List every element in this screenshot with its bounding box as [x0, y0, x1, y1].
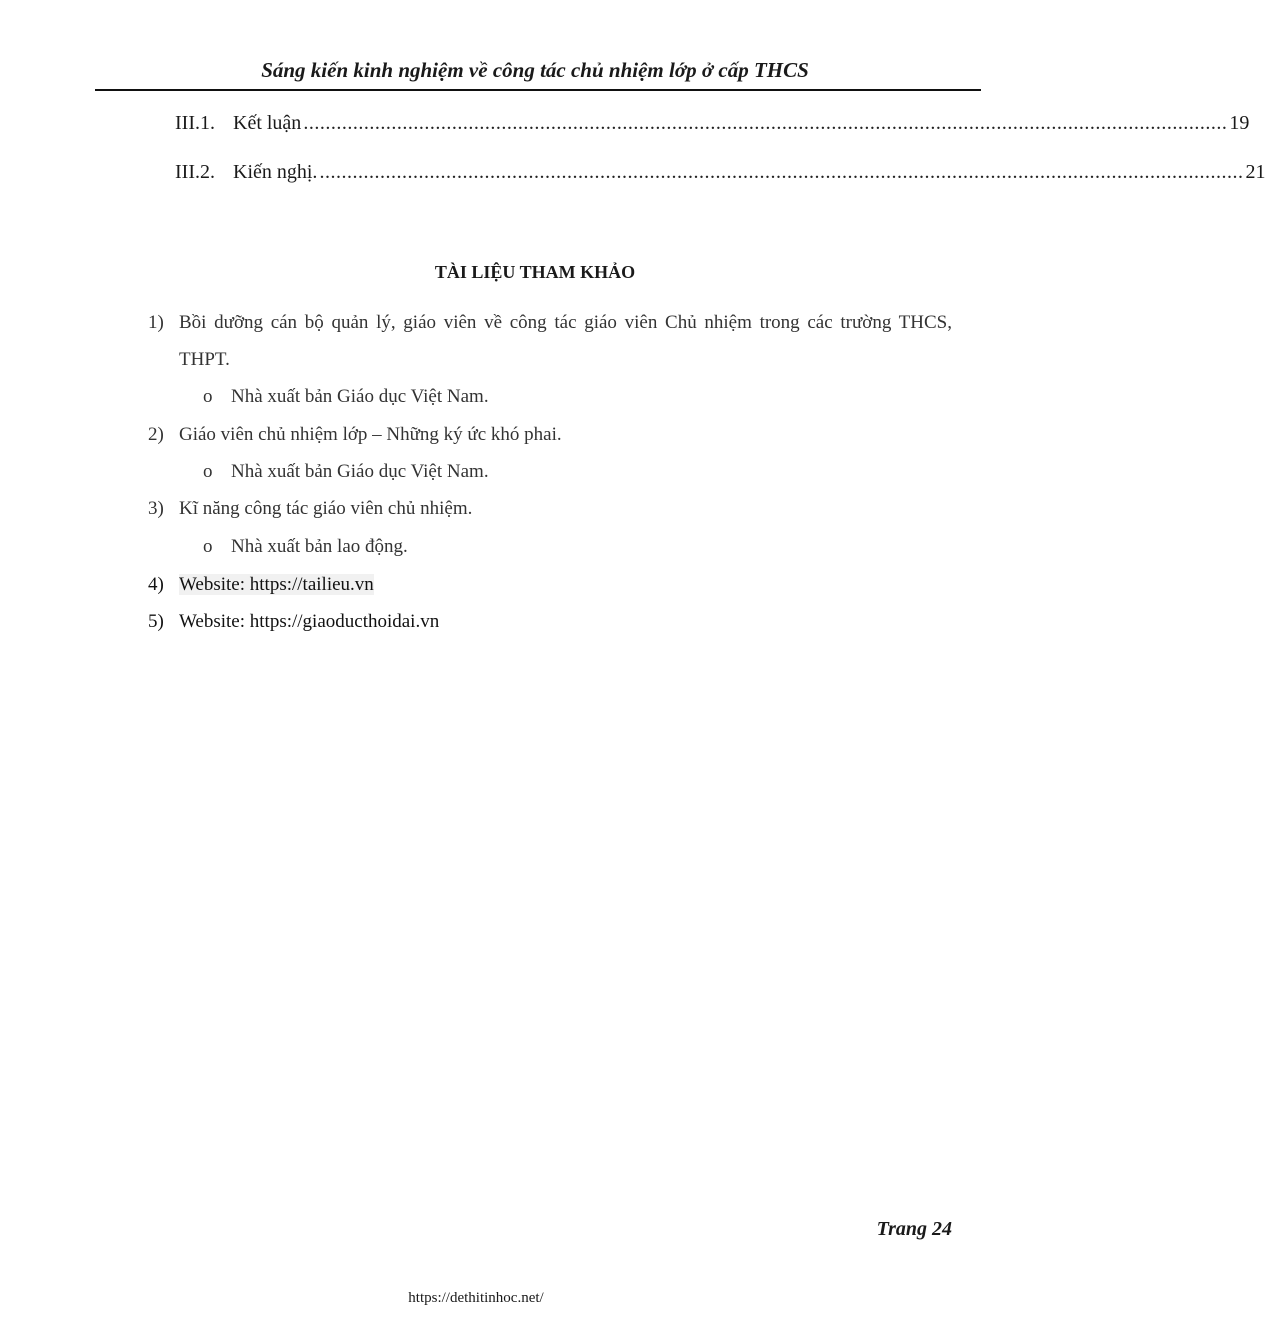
toc-number: III.2. [175, 161, 215, 183]
list-item-number: 2) [148, 424, 164, 445]
toc-label: Kết luận [233, 112, 302, 134]
publisher-text: Nhà xuất bản Giáo dục Việt Nam. [231, 386, 489, 407]
list-item-number: 5) [148, 611, 164, 632]
list-item [148, 304, 952, 378]
list-item [148, 566, 952, 603]
toc-leader: ........................................................................................................................................................................ [303, 112, 1228, 134]
publisher-text: Nhà xuất bản Giáo dục Việt Nam. [231, 461, 489, 482]
header-divider [95, 89, 981, 91]
website-link[interactable] [179, 566, 952, 603]
publisher-text: Nhà xuất bản lao động. [231, 536, 408, 557]
list-item-number: 3) [148, 498, 164, 519]
list-item-number: 1) [148, 312, 164, 333]
bullet-icon: o [203, 536, 213, 557]
toc-row[interactable] [175, 161, 1265, 189]
list-item-text: Giáo viên chủ nhiệm lớp – Những ký ức khó phai. [179, 424, 562, 445]
toc-row[interactable] [175, 112, 1250, 140]
references-heading: TÀI LIỆU THAM KHẢO [434, 262, 636, 282]
list-subitem [203, 378, 489, 415]
page-number: Trang 24 [876, 1218, 952, 1240]
toc-page-number: 19 [1229, 112, 1250, 134]
toc-label: Kiến nghị. [233, 161, 318, 183]
list-item [148, 416, 952, 453]
toc-number: III.1. [175, 112, 215, 134]
list-item [148, 603, 952, 640]
list-item [148, 490, 952, 527]
document-title: Sáng kiến kinh nghiệm về công tác chủ nhiệm lớp ở cấp THCS [261, 58, 809, 82]
footer-url[interactable]: https://dethitinhoc.net/ [408, 1290, 544, 1306]
bullet-icon: o [203, 461, 213, 482]
website-link-text[interactable]: Website: https://tailieu.vn [179, 574, 374, 595]
website-link[interactable]: Website: https://giaoducthoidai.vn [179, 611, 440, 632]
bullet-icon: o [203, 386, 213, 407]
list-item-text: Bồi dưỡng cán bộ quản lý, giáo viên về công tác giáo viên Chủ nhiệm trong các trường THCS, THPT. [179, 312, 952, 370]
list-item-number: 4) [148, 574, 164, 595]
list-subitem [203, 528, 408, 565]
toc-page-number: 21 [1245, 161, 1265, 183]
toc-leader: ........................................................................................................................................................................ [319, 161, 1244, 183]
list-subitem [203, 453, 489, 490]
list-item-text: Kĩ năng công tác giáo viên chủ nhiệm. [179, 498, 473, 519]
